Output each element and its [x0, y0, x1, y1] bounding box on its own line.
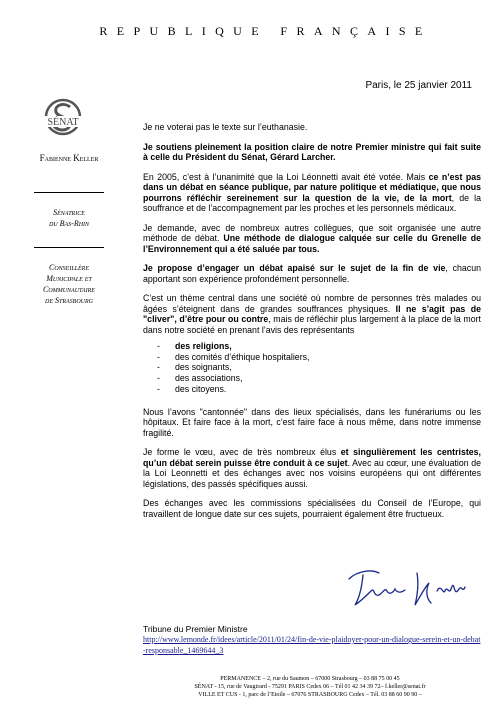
senator-role: [20, 207, 118, 229]
bold-text: Une méthode de dialogue calquée sur celle du Grenelle de l’Environnement qui a été saluée par tous.: [143, 233, 481, 254]
handwritten-signature: [345, 565, 467, 610]
list-item-text: des comités d’éthique hospitaliers,: [175, 351, 310, 362]
council-line: Communautaire: [43, 285, 95, 294]
paragraph: [143, 447, 481, 489]
paragraph: [143, 263, 481, 284]
paragraphs-before-list: [143, 122, 481, 335]
divider: [34, 192, 104, 193]
list-item-text: des soignants,: [175, 362, 232, 373]
list-item: [157, 373, 481, 384]
text-run: , mais de réfléchir plus largement à la place de la mort dans notre société en prenant l’avis des représentants: [143, 314, 481, 335]
senat-logo-icon: [42, 96, 84, 142]
paragraphs-after-list: [143, 407, 481, 520]
tribune-block: [143, 624, 483, 656]
bold-text: ce n’est pas dans un débat en séance publique, par nature politique et médiatique, que nous pourrons réfléchir sereinement sur la question de la vie, de la mort: [143, 171, 481, 203]
text-run: En 2005, c’est à l’unanimité que la Loi Léonnetti avait été votée. Mais: [143, 171, 429, 182]
paragraph: [143, 142, 481, 163]
text-run: . Avec au cœur, une évaluation de la Loi Leonnetti et des échanges avec nos voisins européens qui ont différentes législations, des passés spécifiques aussi.: [143, 457, 481, 489]
paragraph: [143, 223, 481, 255]
footer-line: SÉNAT - 15, rue de Vaugirard - 75291 PARIS Cedex 06 – Tél 01 42 34 39 72– f.keller@senat.fr: [194, 684, 426, 690]
paragraph: [143, 172, 481, 214]
paragraph: [143, 407, 481, 439]
list-item: [157, 352, 481, 363]
divider: [34, 247, 104, 248]
role-line: Sénatrice: [53, 208, 85, 217]
tribune-link[interactable]: http://www.lemonde.fr/idees/article/2011/01/24/fin-de-vie-plaidoyer-pour-un-dialogue-serein-et-un-debat-responsable_1469644_3: [143, 635, 481, 655]
footer-line: PERMANENCE – 2, rue du Saumon – 67000 Strasbourg – 03 88 75 00 45: [220, 676, 400, 682]
council-line: Conseillère: [48, 263, 89, 272]
bold-text: Je soutiens pleinement la position claire de notre Premier ministre qui fait suite à celle du Président du Sénat, Gérard Larcher.: [143, 141, 481, 162]
council-role: [20, 262, 118, 306]
list-item-text: des associations,: [175, 373, 243, 384]
text-run: Des échanges avec les commissions spécialisées du Conseil de l’Europe, qui travaillent de longue date sur ces sujets, pourraient également être fructueux.: [143, 498, 481, 519]
bold-text: et singulièrement les centristes, qu’un débat serein puisse être conduit à ce sujet: [143, 447, 481, 468]
logo-text: SÉNAT: [47, 117, 79, 128]
text-run: Je demande, avec de nombreux autres collègues, que soit organisée une autre méthode de débat.: [143, 222, 481, 243]
senator-name: Fabienne Keller: [39, 153, 99, 163]
role-line: du Bas-Rhin: [48, 219, 90, 228]
list-item-text: des citoyens.: [175, 383, 227, 394]
council-line: Municipale et: [46, 274, 92, 283]
text-run: , chacun apportant son expérience profondément personnelle.: [143, 263, 481, 284]
tribune-label: Tribune du Premier Ministre: [143, 624, 248, 634]
letter-body: [143, 122, 481, 528]
representatives-list: [143, 341, 481, 395]
bold-text: Il ne s’agit pas de "cliver", d’être pour ou contre: [143, 303, 481, 324]
footer-line: VILLE ET CUS - 1, parc de l’Etoile – 67076 STRASBOURG Cedex – Tél. 03 88 60 90 90 –: [198, 692, 422, 698]
text-run: Nous l’avons "cantonnée" dans des lieux spécialisés, dans les funérariums ou les hôpitaux. Et faire face à la mort, c’est faire face à nous même, dans notre immense fragilité.: [143, 406, 481, 438]
date-line: Paris, le 25 janvier 2011: [365, 80, 472, 91]
council-line: de Strasbourg: [45, 296, 93, 305]
footer: [130, 675, 490, 699]
bold-text: Je propose d’engager un débat apaisé sur le sujet de la fin de vie: [143, 263, 446, 273]
list-item: [157, 341, 481, 352]
paragraph: [143, 498, 481, 519]
text-run: Je forme le vœu, avec de très nombreux élus: [143, 447, 341, 458]
header-title: REPUBLIQUE FRANÇAISE: [99, 24, 432, 38]
list-item: [157, 384, 481, 395]
list-item-text: des religions,: [175, 341, 232, 351]
text-run: C’est un thème central dans une société où nombre de personnes très malades ou âgées s’éteignent dans de grandes souffrances physiques.: [143, 293, 481, 314]
paragraph: [143, 122, 481, 133]
paragraph: [143, 293, 481, 335]
text-run: Je ne voterai pas le texte sur l’euthanasie.: [143, 122, 308, 132]
list-item: [157, 362, 481, 373]
text-run: , de la souffrance et de l’accompagnement par les proches et les personnels médicaux.: [143, 192, 482, 213]
